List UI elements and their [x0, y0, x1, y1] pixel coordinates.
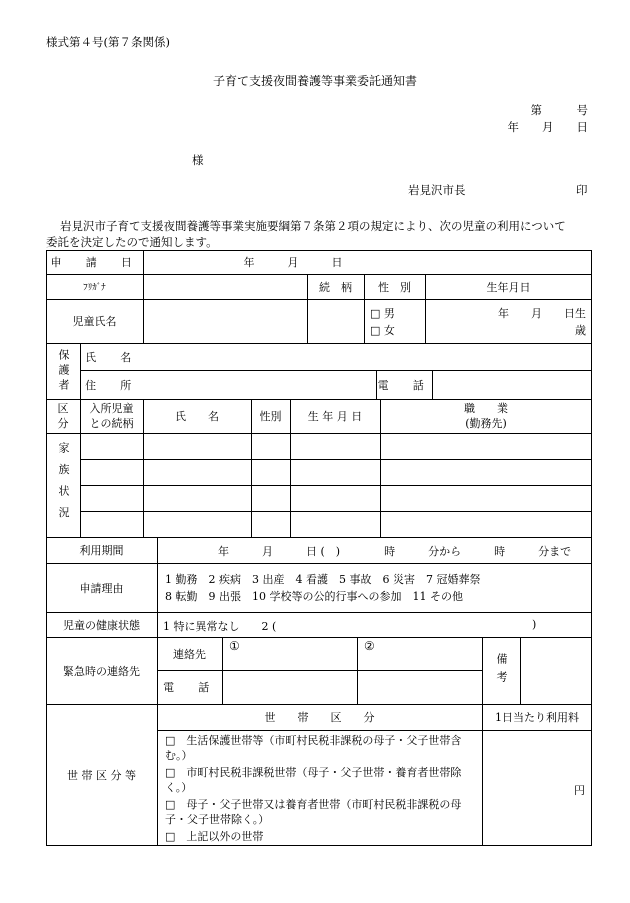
household-header: 世 帯 区 分	[264, 711, 375, 724]
family-job-label-1: 職 業	[464, 402, 508, 415]
guardian-address-field[interactable]	[143, 370, 376, 399]
household-option-4[interactable]: □ 上記以外の世帯	[165, 830, 264, 843]
issuer: 岩見沢市長	[408, 183, 466, 197]
family-name-label: 氏 名	[175, 410, 219, 423]
phone-label: 電 話	[377, 378, 431, 392]
birth-date-value[interactable]: 年 月 日生	[498, 307, 586, 320]
body-text-line1: 岩見沢市子育て支援夜間養護等事業実施要綱第７条第２項の規定により、次の児童の利用について	[60, 219, 566, 233]
form-number: 様式第４号(第７条関係)	[46, 35, 170, 49]
fee-unit: 円	[574, 784, 585, 797]
emergency-label: 緊急時の連絡先	[63, 664, 140, 678]
family-job-label-2: (勤務先)	[465, 417, 507, 430]
health-label: 児童の健康状態	[63, 618, 140, 632]
application-date-label: 申 請 日	[50, 256, 139, 269]
category-label-2: 分	[57, 417, 69, 430]
sex-female-checkbox[interactable]: □ 女	[370, 324, 395, 337]
document-date: 年 月 日	[507, 120, 588, 134]
child-name-label: 児童氏名	[72, 315, 117, 328]
reason-label: 申請理由	[79, 581, 124, 595]
household-label: 世 帯 区 分 等	[67, 769, 136, 782]
period-value[interactable]: 年 月 日 ( ) 時 分から 時 分まで	[218, 545, 572, 558]
family-relation-label-2: との続柄	[89, 417, 134, 430]
period-label: 利用期間	[79, 544, 124, 557]
guardian-label: 保護者	[57, 348, 70, 394]
reason-options-line2[interactable]: 8 転勤 9 出張 10 学校等の公的行事への参加 11 その他	[165, 590, 463, 603]
household-option-2[interactable]: □ 市町村民税非課税世帯（母子・父子世帯・養育者世帯除く。）	[165, 766, 462, 794]
relation-field[interactable]	[307, 299, 364, 343]
sex-male-checkbox[interactable]: □ 男	[370, 307, 395, 320]
birth-label: 生年月日	[486, 280, 531, 294]
category-label-1: 区	[57, 402, 69, 415]
age-value[interactable]: 歳	[575, 324, 586, 337]
seal-mark: 印	[576, 183, 588, 197]
family-status-label: 家族状況	[57, 442, 70, 528]
reason-options-line1[interactable]: 1 勤務 2 疾病 3 出産 4 看護 5 事故 6 災害 7 冠婚葬祭	[165, 573, 481, 586]
sex-label: 性 別	[378, 280, 411, 294]
household-option-3[interactable]: □ 母子・父子世帯又は養育者世帯（市町村民税非課税の母子・父子世帯除く。）	[165, 798, 462, 826]
guardian-phone-field[interactable]	[432, 370, 592, 399]
family-birth-label: 生 年 月 日	[307, 410, 363, 423]
remarks-field[interactable]	[520, 637, 592, 704]
health-close-paren: )	[532, 618, 537, 631]
furigana-label: ﾌﾘｶﾞﾅ	[83, 283, 106, 293]
furigana-field[interactable]	[143, 274, 307, 299]
fee-header: 1日当たり利用料	[495, 711, 579, 724]
contact-label: 連絡先	[173, 647, 206, 661]
emergency-phone-1-field[interactable]	[222, 670, 357, 704]
household-option-1[interactable]: □ 生活保護世帯等（市町村民税非課税の母子・父子世帯含む。）	[165, 734, 462, 762]
family-sex-label: 性別	[259, 410, 282, 423]
guardian-address-label: 住 所	[85, 378, 138, 392]
application-date-value[interactable]: 年 月 日	[243, 256, 343, 269]
health-value[interactable]: 1 特に異常なし 2 (	[163, 620, 277, 633]
emergency-phone-2-field[interactable]	[357, 670, 482, 704]
guardian-name-label: 氏 名	[85, 350, 138, 364]
relation-label: 続 柄	[319, 280, 352, 294]
contact-1[interactable]: ①	[229, 639, 240, 653]
body-text-line2: 委託を決定したので通知します。	[46, 235, 218, 249]
addressee-suffix: 様	[192, 153, 204, 167]
guardian-name-field[interactable]	[143, 343, 592, 370]
family-relation-label-1: 入所児童	[89, 402, 134, 415]
emergency-phone-label: 電 話	[163, 681, 216, 694]
child-name-field[interactable]	[143, 299, 307, 343]
contact-2[interactable]: ②	[364, 639, 375, 653]
document-number: 第 号	[530, 103, 588, 117]
remarks-label: 備考	[495, 652, 508, 689]
page-title: 子育て支援夜間養護等事業委託通知書	[212, 74, 417, 88]
